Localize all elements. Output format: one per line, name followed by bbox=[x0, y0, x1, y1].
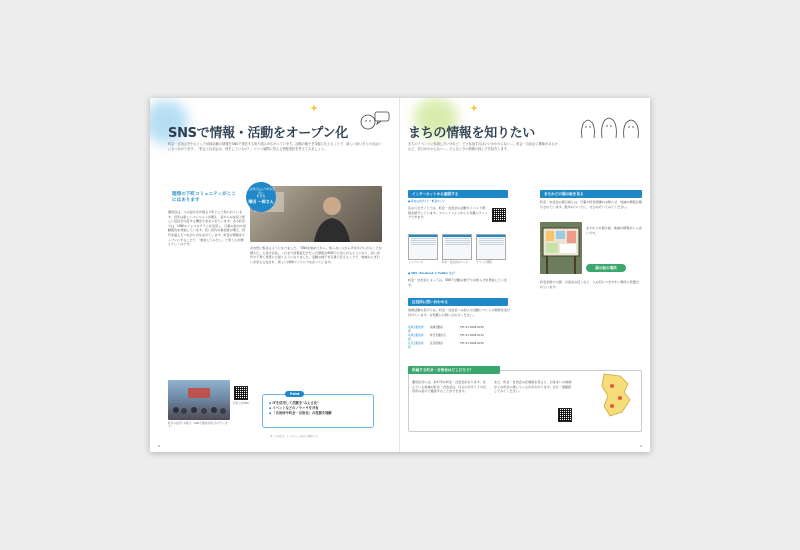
contact-row: 地域活動推進課 地域活動係 TEL 03-5608-6185 bbox=[408, 326, 484, 333]
internet-text: 区の公式サイトでは、町会・自治会の活動やイベント情報を紹介しています。スマートフォンからも気軽にチェックできます。 bbox=[408, 206, 488, 220]
left-intro-text: 町会・自治会を中心とした地域活動の情報をSNSで発信する取り組みが広がっています。活動の様子を気軽に伝えることで、新しい担い手との出会いにもつながります。「町会と自治会は、何をしているの？」という疑問に答える情報発信を考えてみましょう。 bbox=[168, 142, 382, 151]
contact-heading: 区役所に問い合わせる bbox=[408, 298, 508, 306]
website-screenshot-1 bbox=[408, 234, 438, 260]
internet-sub-heading-2: ● SNS（Facebook や Twitter など） bbox=[408, 272, 457, 275]
bulletin-board-heading: まちかどの掲示板を見る bbox=[540, 190, 642, 198]
speech-bubble-doodle-icon bbox=[358, 108, 392, 134]
badge-label: 人を呼び込んで町を元気に bbox=[247, 187, 275, 195]
badge-name: 増田 一郎さん bbox=[248, 198, 274, 204]
right-intro-text: まちのイベントに参加したいけれど、どう参加すればいいかわからない…。町会・自治会に興味があるけれど、窓口がわからない…。そんなときの情報の探し方を紹介します。 bbox=[408, 142, 558, 151]
badge-role: 町会長 bbox=[256, 194, 266, 199]
board-location-label: 掲示板の場所 bbox=[586, 264, 626, 272]
qr-caption: 町会公式SNS bbox=[233, 402, 249, 405]
website-screenshot-3 bbox=[476, 234, 506, 260]
point-list bbox=[269, 401, 368, 416]
bulletin-board-photo bbox=[540, 222, 582, 274]
sparkle-icon bbox=[310, 104, 318, 112]
sparkle-icon bbox=[470, 104, 478, 112]
bottom-qr-code[interactable] bbox=[558, 408, 572, 422]
magazine-spread bbox=[150, 98, 650, 452]
point-item: ▪ イベントなどのノウハウを共有 bbox=[269, 406, 368, 411]
left-section-heading: 理想の下町コミュニティがここにはあります bbox=[172, 192, 236, 203]
left-body-column-1: 墨田区は、人の温かさが残る下町として知られています。近年は新しいマンションが増え、昔からの住民と新しい住民が交流する機会も求められています。ある町会では、LINEやインスタグラムを活用し、行事の案内や活動報告を発信しています。若い世代の参加者が増え、世代を超えたつながりが生まれています。町会の情報をオープンにすることで、「参加してみたい」と思う人が増えていくのです。 bbox=[168, 210, 246, 247]
contact-table bbox=[408, 326, 512, 350]
right-page-title: まちの情報を知りたい bbox=[408, 126, 536, 141]
screenshot-caption-2: 町会・自治会のページ bbox=[442, 261, 468, 264]
website-screenshot-2 bbox=[442, 234, 472, 260]
bottom-heading: 所属する町会・自治会はどこだろう？ bbox=[408, 366, 500, 374]
sns-text: 町会・自治会によっては、SNSで活動の様子やお知らせを発信しています。 bbox=[408, 278, 507, 287]
right-page bbox=[400, 98, 650, 452]
contact-row: 地域活動推進課 町会支援担当 TEL 03-5608-6152 bbox=[408, 334, 484, 341]
left-footer-note: ※この内容は、インタビュー時点の情報です。 bbox=[270, 435, 320, 438]
screenshot-caption-1: トップページ bbox=[408, 261, 424, 264]
bulletin-board-text: 町会・自治会の掲示板には、行事や防災訓練のお知らせ、地域の情報が掲示されています。散歩のついでに、ぜひのぞいてみてください。 bbox=[540, 200, 642, 209]
left-body-column-2: が自然に集まるようになりました。「SNSを始めてから、知らない人から声をかけられることが増えた」と話す会長。これまで回覧板だけだった情報がSNSでも見られるようになり、若い世代や子育て世帯にも届くようになりました。活動の様子を写真で伝えることで、地域のにぎわいが見える化され、新しい仲間づくりにつながっています。 bbox=[250, 246, 382, 264]
point-item: ▪ 「自治体や町会・自治会」の役割を理解 bbox=[269, 411, 368, 416]
internet-heading: インターネットから確認する bbox=[408, 190, 508, 198]
point-tag: Point bbox=[285, 391, 304, 397]
characters-doodle-icon bbox=[576, 114, 642, 140]
screenshot-caption-3: イベント情報 bbox=[476, 261, 492, 264]
left-page-title: SNSで情報・活動をオープン化 bbox=[168, 126, 348, 141]
point-box bbox=[262, 394, 374, 428]
bottom-column-1: 墨田区内には、約170の町会・自治会があります。住んでいる地域の町会・自治会は、区の公式サイトや区役所の窓口で確認することができます。 bbox=[412, 380, 487, 394]
internet-qr-code[interactable] bbox=[492, 208, 506, 222]
festival-photo-caption: 町会のお祭りの様子。SNSで参加を呼びかけています。 bbox=[168, 422, 228, 429]
crowd-illustration-icon bbox=[168, 380, 230, 420]
contact-row: 区民活動推進課 区民相談係 TEL 03-5608-6220 bbox=[408, 342, 484, 349]
left-qr-code[interactable] bbox=[234, 386, 248, 400]
right-page-number: 9 bbox=[640, 444, 642, 448]
ward-map-icon bbox=[598, 372, 634, 418]
interviewee-badge bbox=[246, 182, 276, 212]
bulletin-board-caption: まちかどの掲示板。地域の情報がいっぱいです。 bbox=[586, 226, 642, 235]
left-page-number: 8 bbox=[158, 444, 160, 448]
bottom-column-2: また、町会・自治会の区域図を見ると、お住まいの地域がどの町会に属しているかがわかります。ぜひ一度確認してみてください。 bbox=[494, 380, 572, 394]
internet-sub-heading-1: ● 区の公式サイト・町会ページ bbox=[408, 200, 445, 203]
contact-text: 地域活動の窓口では、町会・自治会への加入や活動についての相談を受け付けています。お気軽にお問い合わせください。 bbox=[408, 308, 511, 317]
board-location-text: 町会会館や公園、交差点の近くなど、人の目につきやすい場所に設置されています。 bbox=[540, 280, 639, 289]
left-page bbox=[150, 98, 400, 452]
board-illustration-icon bbox=[540, 222, 582, 274]
festival-photo bbox=[168, 380, 230, 420]
point-item: ▪ ITを活用して活動を"みえる化" bbox=[269, 401, 368, 406]
